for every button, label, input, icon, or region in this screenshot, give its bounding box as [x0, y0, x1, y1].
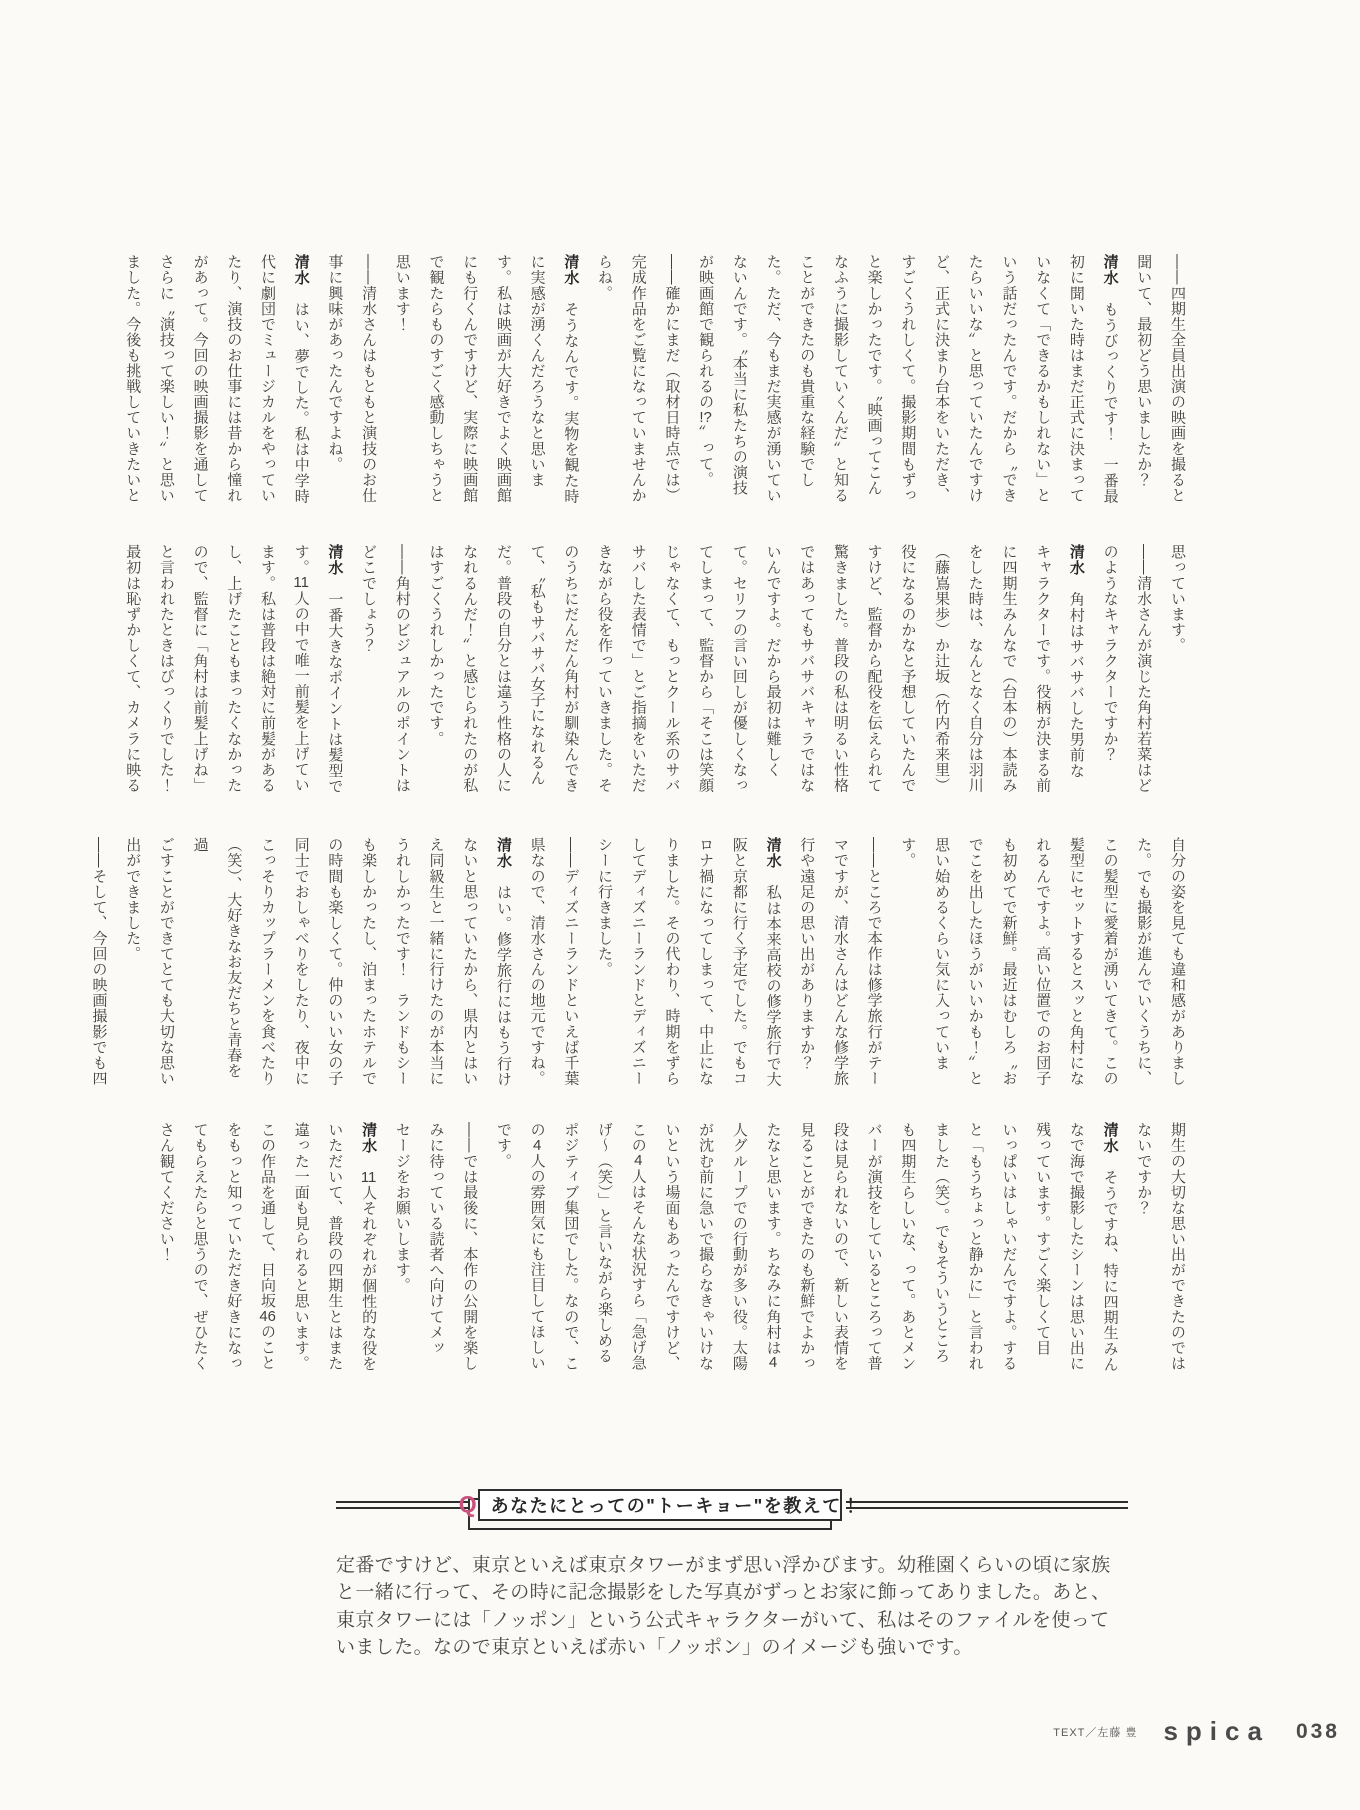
answer-line: 東京タワーには「ノッポン」という公式キャラクターがいて、私はそのファイルを使って [336, 1609, 1110, 1631]
text-column: 行や遠足の思い出がありますか？ [798, 837, 816, 1071]
text-column: で観たらものすごく感動しちゃうと [427, 254, 445, 503]
speaker-name: 清水 [292, 254, 310, 286]
text-column: いう話だったんです。だから〝でき [1000, 254, 1018, 503]
text-column: なれるんだ！〟と感じられたのが私 [461, 544, 479, 793]
text-column: が沈む前に急いで撮らなきゃいけな [697, 1122, 715, 1371]
text-column: この作品を通して、日向坂46のこと [259, 1122, 277, 1371]
text-column: ました（笑）。でもそういうところ [933, 1122, 951, 1364]
text-column: たなと思います。ちなみに角村は4 [764, 1122, 782, 1371]
text-column: いという場面もあったんですけど、 [663, 1122, 681, 1371]
text-column: 事に興味があったんですよね。 [326, 254, 344, 472]
text-column: ――ところで本作は修学旅行がテー [865, 837, 883, 1086]
text-column: ないですか？ [1135, 1122, 1153, 1216]
interview-band-1 [116, 254, 1195, 508]
answer-line: と一緒に行って、その時に記念撮影をした写真がずっとお家に飾ってありました。あと、 [336, 1582, 1111, 1604]
text-column: す。 [899, 837, 917, 869]
text-column: 清水 はい。修学旅行にはもう行け [494, 837, 512, 1087]
text-column: てもらえたらと思うので、ぜひたく [191, 1122, 209, 1371]
text-column: ――確かにまだ（取材日時点では） [663, 254, 681, 503]
text-column: て、〝私もサバサバ女子になれるん [528, 544, 546, 786]
text-column: があって。今回の映画撮影を通して [191, 254, 209, 503]
speaker-name: 清水 [1101, 1122, 1119, 1154]
question-box [458, 1489, 862, 1521]
text-column: この4人はそんな状況すら「急げ急 [629, 1122, 647, 1371]
text-column: きながら役を作っていきました。そ [596, 544, 614, 793]
text-column: た。ただ、今もまだ実感が湧いてい [764, 254, 782, 503]
text-column: ――清水さんが演じた角村若菜はど [1135, 544, 1153, 793]
text-column: 段は見られないので、新しい表情を [831, 1122, 849, 1371]
text-column: ごすことができてとても大切な思い [157, 837, 175, 1086]
text-column: なふうに撮影していくんだ〟と知る [831, 254, 849, 503]
text-column: シーに行きました。 [596, 837, 614, 977]
text-column: すごくうれしくて。撮影期間もずっ [899, 254, 917, 503]
text-column: です。 [494, 1122, 512, 1169]
text-column: に実感が湧くんだろうなと思いま [528, 254, 546, 488]
text-column: にも行くんですけど、実際に映画館 [461, 254, 479, 503]
text-column: 最初は恥ずかしくて、カメラに映る [124, 544, 142, 793]
speaker-name: 清水 [764, 837, 782, 869]
text-column: （藤嶌果歩）か辻坂（竹内希来里） [933, 544, 951, 793]
text-column: と「もうちょっと静かに」と言われ [966, 1122, 984, 1371]
text-column: 清水 そうなんです。実物を観た時 [562, 254, 580, 504]
text-column: すけど、監督から配役を伝えられて [865, 544, 883, 793]
question-text: あなたにとっての"トーキョー"を教えて！ [490, 1496, 862, 1516]
text-column: こっそりカップラーメンを食べたり [259, 837, 277, 1086]
text-column: 阪と京都に行く予定でした。でもコ [730, 837, 748, 1086]
text-column: ないと思っていたから、県内とはい [461, 837, 479, 1086]
text-column: 人グループでの行動が多い役。太陽 [730, 1122, 748, 1371]
text-column: うれしかったです！ ランドもシー [393, 837, 411, 1086]
text-column: 県なので、清水さんの地元ですね。 [528, 837, 546, 1086]
text-column: セージをお願いします。 [393, 1122, 411, 1294]
text-column: いなくて「できるかもしれない」と [1034, 254, 1052, 503]
text-column: ――そして、今回の映画撮影でも四 [90, 837, 108, 1086]
text-column: ど、正式に決まり台本をいただき、 [933, 254, 951, 503]
answer-line: 定番ですけど、東京といえば東京タワーがまず思い浮かびます。幼稚園くらいの頃に家族 [336, 1555, 1111, 1576]
text-column: 見ることができたのも新鮮でよかっ [798, 1122, 816, 1371]
speaker-name: 清水 [1101, 254, 1119, 286]
text-column: この髪型に愛着が湧いてきて。この [1101, 837, 1119, 1086]
text-column: をした時は、なんとなく自分は羽川 [966, 544, 984, 793]
text-column: 清水 もうびっくりです！ 一番最 [1101, 254, 1119, 504]
text-column: たらいいな〟と思っていたんですけ [966, 254, 984, 503]
text-column: ポジティブ集団でした。なので、こ [562, 1122, 580, 1371]
text-column: に四期生みんなで（台本の）本読み [1000, 544, 1018, 793]
text-column: 出ができました。 [124, 837, 142, 962]
text-column: す。私は映画が大好きでよく映画館 [494, 254, 512, 503]
text-column: た。でも撮影が進んでいくうちに、 [1135, 837, 1153, 1086]
text-column: ないんです。〝本当に私たちの演技 [730, 254, 748, 496]
interview-band-4 [149, 1122, 1194, 1376]
text-column: 思い始めるくらい気に入っていま [933, 837, 951, 1071]
text-column: マですが、清水さんはどんな修学旅 [831, 837, 849, 1086]
text-column: ――角村のビジュアルのポイントは [393, 544, 411, 793]
text-column: ます。私は普段は絶対に前髪がある [259, 544, 277, 793]
text-column: 清水 はい、夢でした。私は中学時 [292, 254, 310, 504]
text-column: 初に聞いた時はまだ正式に決まって [1067, 254, 1085, 503]
q-icon: Q [458, 1490, 477, 1517]
text-column: 清水 角村はサバサバした男前な [1067, 544, 1085, 779]
text-column: ました。今後も挑戦していきたいと [124, 254, 142, 503]
text-column: も楽しかったし、泊まったホテルで [360, 837, 378, 1086]
text-column: て。セリフの言い回しが優しくなっ [730, 544, 748, 793]
text-column: らね。 [596, 254, 614, 301]
speaker-name: 清水 [494, 837, 512, 869]
text-column: りました。その代わり、時期をずら [663, 837, 681, 1086]
text-column: の4人の雰囲気にも注目してほしい [528, 1122, 546, 1371]
text-column: 髪型にセットするとスッと角村にな [1067, 837, 1085, 1086]
interview-band-3 [82, 837, 1194, 1091]
speaker-name: 清水 [360, 1122, 378, 1154]
text-column: みに待っている読者へ向けてメッ [427, 1122, 445, 1356]
text-column: なで海で撮影したシーンは思い出に [1067, 1122, 1085, 1371]
text-column: サバした表情で」とご指摘をいただ [629, 544, 647, 793]
text-column: はすごくうれしかったです。 [427, 544, 445, 747]
text-column: ――では最後に、本作の公開を楽し [461, 1122, 479, 1371]
text-column: も初めてで新鮮。最近はむしろ〝お [1000, 837, 1018, 1086]
text-column: だ。普段の自分とは違う性格の人に [494, 544, 512, 793]
text-column: ロナ禍になってしまって、中止にな [697, 837, 715, 1086]
answer-line: いました。なので東京といえば赤い「ノッポン」のイメージも強いです。 [336, 1636, 973, 1658]
text-column: のようなキャラクターですか？ [1101, 544, 1119, 762]
text-column: のうちにだんだん角村が馴染んでき [562, 544, 580, 793]
text-column: バーが演技をしているところって普 [865, 1122, 883, 1371]
text-column: 代に劇団でミュージカルをやってい [259, 254, 277, 503]
text-column: さん観てください！ [157, 1122, 175, 1262]
text-column: と楽しかったです。〝映画ってこん [865, 254, 883, 496]
text-column: 聞いて、最初どう思いましたか？ [1135, 254, 1153, 488]
text-column: 期生の大切な思い出ができたのでは [1169, 1122, 1186, 1371]
text-column: 役になるのかなと予想していたんで [899, 544, 917, 793]
text-column: げ〜（笑）」と言いながら楽しめる [596, 1122, 614, 1364]
text-column: 驚きました。普段の私は明るい性格 [831, 544, 849, 793]
text-column: さらに〝演技って楽しい！〟と思い [157, 254, 175, 503]
text-column: も四期生らしいな、って。あとメン [899, 1122, 917, 1371]
answer-paragraph [336, 1552, 1110, 1661]
text-column: いっぱいはしゃいだんですよ。する [1000, 1122, 1018, 1371]
text-column: してディズニーランドとディズニー [629, 837, 647, 1086]
text-column: 同士でおしゃべりをしたり、夜中に [292, 837, 310, 1086]
text-column: 思っています。 [1169, 544, 1186, 653]
text-column: 清水 11人それぞれが個性的な役を [360, 1122, 378, 1372]
text-column: え同級生と一緒に行けたのが本当に [427, 837, 445, 1086]
speaker-name: 清水 [1067, 544, 1085, 576]
text-column: し、上げたこともまったくなかった [225, 544, 243, 793]
text-column: いただいて、普段の四期生とはまた [326, 1122, 344, 1371]
question-rule-left [336, 1501, 470, 1509]
text-column: ――清水さんはもともと演技のお仕 [360, 254, 378, 503]
text-column: 残っています。すごく楽しくて目 [1034, 1122, 1052, 1356]
text-column: （笑）、大好きなお友だちと青春を過 [191, 837, 243, 1079]
text-column: どこでしょう？ [360, 544, 378, 653]
question-rule-right [846, 1501, 1128, 1509]
text-column: ので、監督に「角村は前髪上げね」 [191, 544, 209, 793]
text-column: 違った一面も見られると思います。 [292, 1122, 310, 1371]
text-column: 思います！ [393, 254, 411, 332]
text-column: じゃなくて、もっとクール系のサバ [663, 544, 681, 793]
text-column: をもっと知っていただき好きになっ [225, 1122, 243, 1371]
page-number: 038 [1295, 1719, 1340, 1743]
footer [1053, 1716, 1340, 1747]
speaker-name: 清水 [562, 254, 580, 286]
text-column: 清水 私は本来高校の修学旅行で大 [764, 837, 782, 1087]
text-column: 清水 一番大きなポイントは髪型で [326, 544, 344, 794]
text-column: ――四期生全員出演の映画を撮ると [1169, 254, 1186, 503]
magazine-name: spica [1163, 1716, 1270, 1746]
text-column: ことができたのも貴重な経験でし [798, 254, 816, 488]
speaker-name: 清水 [326, 544, 344, 576]
text-column: が映画館で観られるの!?〟って。 [697, 254, 715, 487]
text-column: たり、演技のお仕事には昔から憧れ [225, 254, 243, 503]
text-column: 完成作品をご覧になっていませんか [629, 254, 647, 503]
text-column: と言われたときはびっくりでした！ [157, 544, 175, 793]
text-column: キャラクターです。役柄が決まる前 [1034, 544, 1052, 793]
text-column: てしまって、監督から「そこは笑顔 [697, 544, 715, 793]
text-column: の時間も楽しくて。仲のいい女の子 [326, 837, 344, 1086]
text-column: ――ディズニーランドといえば千葉 [562, 837, 580, 1086]
text-credit: TEXT／左藤 豊 [1053, 1726, 1138, 1739]
text-column: ではあってもサバサバキャラではな [798, 544, 816, 793]
text-column: 清水 そうですね、特に四期生みん [1101, 1122, 1119, 1372]
text-column: いんですよ。だから最初は難しく [764, 544, 782, 778]
text-column: でこを出したほうがいいかも！〟と [966, 837, 984, 1086]
text-column: す。11人の中で唯一前髪を上げてい [292, 544, 310, 793]
text-column: れるんですよ。高い位置でのお団子 [1034, 837, 1052, 1086]
interview-band-2 [116, 544, 1195, 798]
text-column: 自分の姿を見ても違和感がありまし [1169, 837, 1186, 1086]
